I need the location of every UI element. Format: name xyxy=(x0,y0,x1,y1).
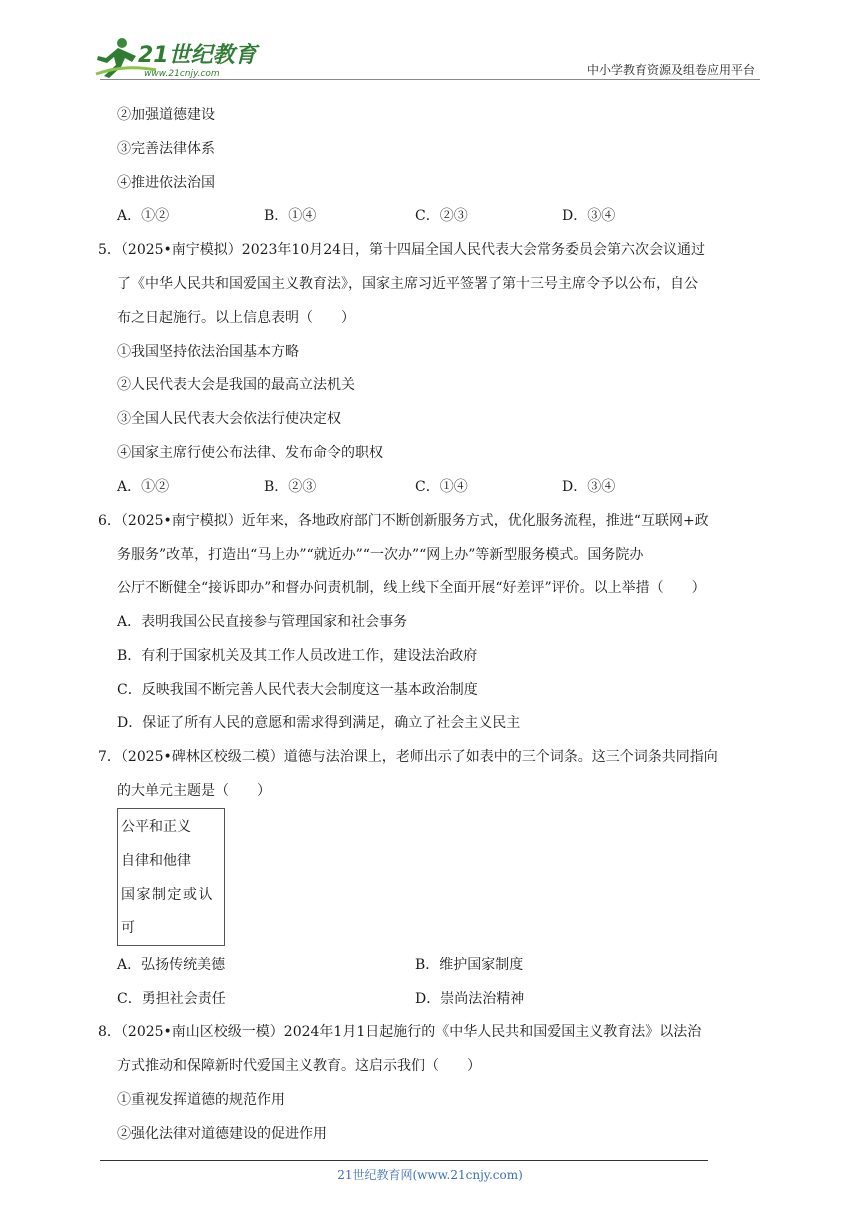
statement-line: ①重视发挥道德的规范作用 xyxy=(117,1092,285,1108)
site-logo xyxy=(94,34,274,80)
statement-line: ④国家主席行使公布法律、发布命令的职权 xyxy=(117,445,383,461)
option-a: A．①② xyxy=(117,479,170,495)
table-cell: 国家制定或认 xyxy=(121,887,214,903)
option-d: D．崇尚法治精神 xyxy=(415,991,525,1007)
statement-line: ②强化法律对道德建设的促进作用 xyxy=(117,1126,327,1142)
question-5-line: 了《中华人民共和国爱国主义教育法》，国家主席习近平签署了第十三号主席令予以公布，自公 xyxy=(117,276,698,292)
question-6-line: 6．（2025•南宁模拟）近年来，各地政府部门不断创新服务方式，优化服务流程，推进“互联网+政 xyxy=(98,513,709,529)
option-b: B．有利于国家机关及其工作人员改进工作，建设法治政府 xyxy=(117,648,478,664)
question-6-line: 公厅不断健全“接诉即办”和督办问责机制，线上线下全面开展“好差评”评价。以上举措（ ） xyxy=(117,580,706,596)
statement-line: ④推进依法治国 xyxy=(117,175,215,191)
option-b: B．①④ xyxy=(264,208,317,224)
option-b: B．维护国家制度 xyxy=(415,957,524,973)
logo-url-text: www.21cnjy.com xyxy=(144,69,220,79)
statement-line: ②加强道德建设 xyxy=(117,107,215,123)
runner-logo-icon xyxy=(94,34,274,80)
option-c: C．①④ xyxy=(415,479,468,495)
option-b: B．②③ xyxy=(264,479,317,495)
statement-line: ②人民代表大会是我国的最高立法机关 xyxy=(117,377,355,393)
option-a: A．表明我国公民直接参与管理国家和社会事务 xyxy=(117,614,408,630)
question-5-line: 5．（2025•南宁模拟）2023年10月24日，第十四届全国人民代表大会常务委员会第六次会议通过 xyxy=(98,242,706,258)
question-7-line: 的大单元主题是（ ） xyxy=(117,783,271,799)
statement-line: ①我国坚持依法治国基本方略 xyxy=(117,344,299,360)
option-d: D．③④ xyxy=(562,479,616,495)
option-d: D．③④ xyxy=(562,208,616,224)
question-5-line: 布之日起施行。以上信息表明（ ） xyxy=(117,310,355,326)
platform-name: 中小学教育资源及组卷应用平台 xyxy=(586,63,755,77)
option-d: D．保证了所有人民的意愿和需求得到满足，确立了社会主义民主 xyxy=(117,715,521,731)
footer-link[interactable]: 21世纪教育网(www.21cnjy.com) xyxy=(337,1168,523,1182)
footer-divider xyxy=(100,1160,708,1161)
statement-line: ③完善法律体系 xyxy=(117,141,215,157)
header-divider xyxy=(100,79,760,80)
table-cell: 自律和他律 xyxy=(121,853,191,869)
statement-line: ③全国人民代表大会依法行使决定权 xyxy=(117,411,341,427)
term-table xyxy=(117,808,225,946)
table-cell: 可 xyxy=(121,920,135,936)
logo-text: 21世纪教育 xyxy=(138,43,257,68)
option-a: A．弘扬传统美德 xyxy=(117,957,226,973)
question-8-line: 8．（2025•南山区校级一模）2024年1月1日起施行的《中华人民共和国爱国主义教育法》以法治 xyxy=(98,1024,702,1040)
option-c: C．反映我国不断完善人民代表大会制度这一基本政治制度 xyxy=(117,682,478,698)
question-6-line: 务服务”改革，打造出“马上办”“就近办”“一次办”“网上办”等新型服务模式。国务院办 xyxy=(117,547,644,563)
question-8-line: 方式推动和保障新时代爱国主义教育。这启示我们（ ） xyxy=(117,1058,481,1074)
table-cell: 公平和正义 xyxy=(121,819,191,835)
option-c: C．②③ xyxy=(415,208,468,224)
option-a: A．①② xyxy=(117,208,170,224)
question-7-line: 7．（2025•碑林区校级二模）道德与法治课上，老师出示了如表中的三个词条。这三个词条共同指向 xyxy=(98,749,718,765)
option-c: C．勇担社会责任 xyxy=(117,991,226,1007)
